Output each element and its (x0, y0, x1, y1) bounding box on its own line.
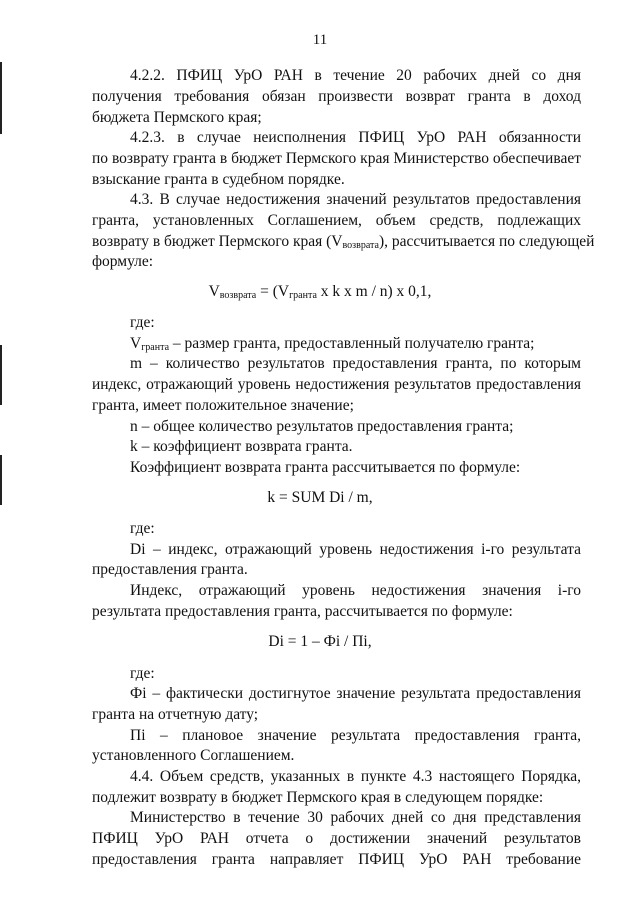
text-line: Фi – фактически достигнутое значение результата предоставления (130, 685, 581, 702)
text-line: предоставления гранта направляет ПФИЦ УрО РАН требование (92, 851, 581, 868)
left-margin-mark (0, 345, 2, 405)
text-line: гранта, имеет положительное значение; (92, 397, 354, 414)
text-line: где: (130, 665, 155, 682)
text-line: n – общее количество результатов предоставления гранта; (130, 418, 514, 435)
text-line: Пi – плановое значение результата предоставления гранта, (130, 727, 581, 744)
text-line: где: (130, 520, 155, 537)
text-fragment: – размер гранта, предоставленный получателю гранта; (169, 335, 535, 352)
formula-part: = (V (256, 283, 290, 300)
text-line: ПФИЦ УрО РАН отчета о достижении значений результатов (92, 830, 581, 847)
text-line: m – количество результатов предоставления гранта, по которым (130, 355, 581, 372)
text-line: k – коэффициент возврата гранта. (130, 438, 353, 455)
text-line: результата предоставления гранта, рассчитывается по формуле: (92, 603, 513, 620)
text-line: Индекс, отражающий уровень недостижения значения i-го (130, 582, 581, 599)
text-line: Коэффициент возврата гранта рассчитывается по формуле: (130, 459, 521, 476)
subscript: гранта (289, 290, 317, 301)
text-fragment: V (130, 335, 142, 352)
text-line: по возврату гранта в бюджет Пермского края Министерство обеспечивает (92, 150, 581, 167)
text-line: 4.2.2. ПФИЦ УрО РАН в течение 20 рабочих дней со дня (130, 67, 581, 84)
text-line: Di – индекс, отражающий уровень недостижения i-го результата (130, 541, 581, 558)
text-fragment: возврату в бюджет Пермского края (V (92, 233, 343, 250)
subscript: гранта (141, 342, 170, 353)
text-line: получения требования обязан произвести возврат гранта в доход (92, 88, 581, 105)
text-line: гранта на отчетную дату; (92, 706, 259, 723)
text-line: бюджета Пермского края; (92, 109, 262, 126)
text-line: Министерство в течение 30 рабочих дней со дня представления (130, 809, 581, 826)
text-line: предоставления гранта. (92, 561, 248, 578)
subscript: возврата (342, 240, 379, 251)
formula-return-volume (0, 282, 640, 306)
text-line: установленного Соглашением. (92, 747, 295, 764)
text-line: 4.3. В случае недостижения значений результатов предоставления (130, 191, 581, 208)
text-line: 4.4. Объем средств, указанных в пункте 4.3 настоящего Порядка, (130, 768, 581, 785)
text-line: гранта, установленных Соглашением, объем средств, подлежащих (92, 212, 581, 229)
text-line: где: (130, 314, 155, 331)
formula-coefficient: k = SUM Di / m, (267, 489, 373, 506)
formula-part: х k х m / n) х 0,1, (316, 283, 432, 300)
text-fragment: ), рассчитывается по следующей (378, 233, 595, 250)
page-number: 11 (312, 32, 328, 48)
text-line: взыскание гранта в судебном порядке. (92, 171, 345, 188)
text-line: подлежит возврату в бюджет Пермского края в следующем порядке: (92, 789, 544, 806)
formula-index: Di = 1 – Фi / Пi, (268, 633, 372, 650)
formula-part: V (208, 283, 220, 300)
text-line: формуле: (92, 253, 154, 270)
subscript: возврата (219, 290, 257, 301)
text-line (92, 232, 595, 256)
text-line: индекс, отражающий уровень недостижения результатов предоставления (92, 376, 581, 393)
left-margin-mark (0, 62, 2, 134)
text-line: 4.2.3. в случае неисполнения ПФИЦ УрО РАН обязанности (130, 129, 581, 146)
